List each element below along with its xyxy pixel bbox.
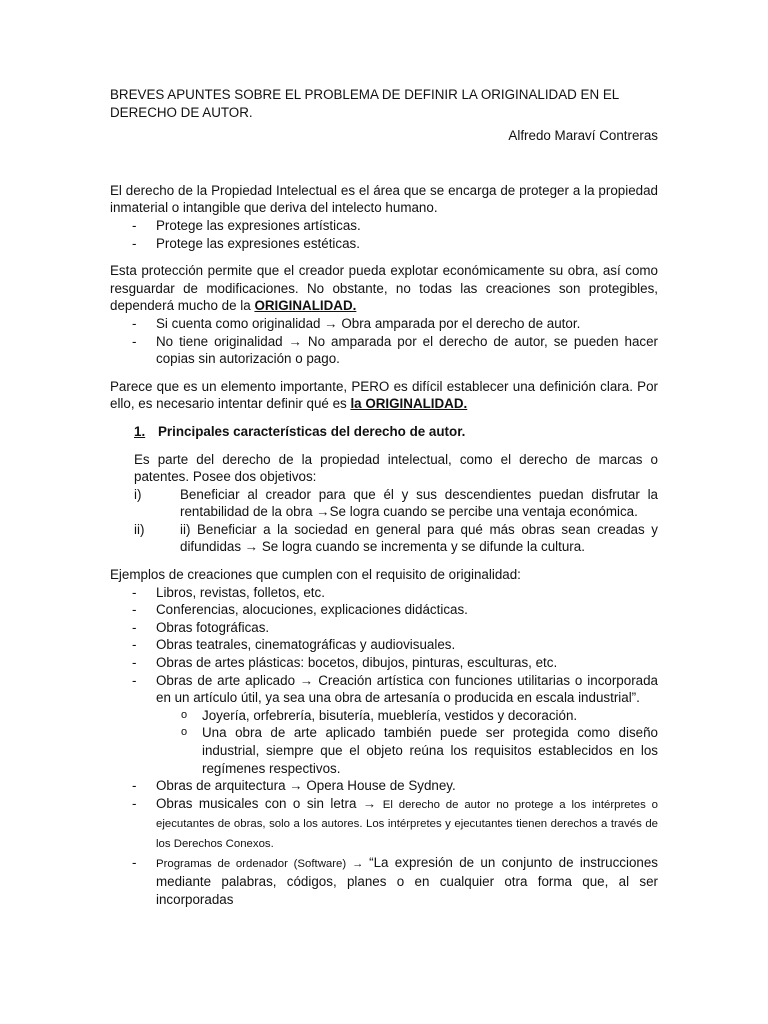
definition-paragraph: Parece que es un elemento importante, PERO es difícil establecer una definición clara. Por ello, es necesario intentar definir qué es la ORIGINALIDAD. xyxy=(110,378,658,412)
list-item: - Protege las expresiones estéticas. xyxy=(132,235,360,251)
intro-paragraph: El derecho de la Propiedad Intelectual es el área que se encarga de proteger a la propiedad inmaterial o intangible que deriva del intelecto humano. xyxy=(110,182,658,216)
objectives-list xyxy=(110,486,658,556)
list-item: i) Beneficiar al creador para que él y sus descendientes puedan disfrutar la rentabilidad de la obra →Se logra cuando se percibe una ventaja económica. xyxy=(134,486,658,520)
examples-list xyxy=(110,584,658,707)
emphasis-originality: ORIGINALIDAD. xyxy=(254,298,357,314)
list-item: - Si cuenta como originalidad → Obra amparada por el derecho de autor. xyxy=(132,315,581,331)
list-item: - Programas de ordenador (Software) → “La expresión de un conjunto de instrucciones mediante palabras, códigos, planes o en cualquier otra forma que, al ser incorporadas xyxy=(132,854,658,907)
emphasis-originality-2: la ORIGINALIDAD. xyxy=(350,396,468,412)
examples-intro: Ejemplos de creaciones que cumplen con el requisito de originalidad: xyxy=(110,567,521,583)
section-paragraph: Es parte del derecho de la propiedad intelectual, como el derecho de marcas o patentes. Posee dos objetivos: xyxy=(134,451,658,485)
list-item: - Obras de arte aplicado → Creación artística con funciones utilitarias o incorporada en un artículo útil, ya sea una obra de artesanía o producida en escala industrial”. xyxy=(132,672,658,706)
protection-paragraph: Esta protección permite que el creador pueda explotar económicamente su obra, así como resguardar de modificaciones. No obstante, no todas las creaciones son protegibles, dependerá mucho de la ORIGINALIDAD. xyxy=(110,263,658,314)
originality-list xyxy=(110,315,658,368)
document-title: BREVES APUNTES SOBRE EL PROBLEMA DE DEFINIR LA ORIGINALIDAD EN EL DERECHO DE AUTOR. xyxy=(110,87,619,120)
list-item: - Obras fotográficas. xyxy=(132,619,270,635)
list-item: - Obras musicales con o sin letra → El derecho de autor no protege a los intérpretes o ejecutantes de obras, solo a los autores. Los intérpretes y ejecutantes tienen derechos a través de los Derechos Conexos. xyxy=(132,795,658,850)
list-item: - Obras de arquitectura → Opera House de Sydney. xyxy=(132,778,456,794)
music-note: El derecho de autor no protege a los intérpretes o ejecutantes de obras, solo a los autores. Los intérpretes y ejecutantes tienen derechos a través de los Derechos Conexos. xyxy=(156,798,658,850)
list-item: - Obras de artes plásticas: bocetos, dibujos, pinturas, esculturas, etc. xyxy=(132,655,558,671)
applied-art-sublist xyxy=(110,707,658,777)
list-item: - Protege las expresiones artísticas. xyxy=(132,217,361,233)
sub-list-item: o Una obra de arte aplicado también puede ser protegida como diseño industrial, siempre que el objeto reúna los requisitos establecidos en los regímenes respectivos. xyxy=(181,725,658,776)
list-item: - Libros, revistas, folletos, etc. xyxy=(132,584,325,600)
sub-list-item: o Joyería, orfebrería, bisutería, mueblería, vestidos y decoración. xyxy=(181,707,578,723)
list-item: - No tiene originalidad → No amparada por el derecho de autor, se pueden hacer copias sin autorización o pago. xyxy=(132,333,658,367)
author-name: Alfredo Maraví Contreras xyxy=(508,128,658,144)
list-item: - Conferencias, alocuciones, explicaciones didácticas. xyxy=(132,602,468,618)
examples-list-continued xyxy=(110,777,658,908)
software-label: Programas de ordenador (Software) → xyxy=(156,857,370,870)
list-item: - Obras teatrales, cinematográficas y audiovisuales. xyxy=(132,637,456,653)
list-item: ii) ii) Beneficiar a la sociedad en general para qué más obras sean creadas y difundidas → Se logra cuando se incrementa y se difunde la cultura. xyxy=(134,521,658,555)
protects-list xyxy=(110,217,658,252)
section-heading: 1. Principales características del derecho de autor. xyxy=(134,423,466,439)
